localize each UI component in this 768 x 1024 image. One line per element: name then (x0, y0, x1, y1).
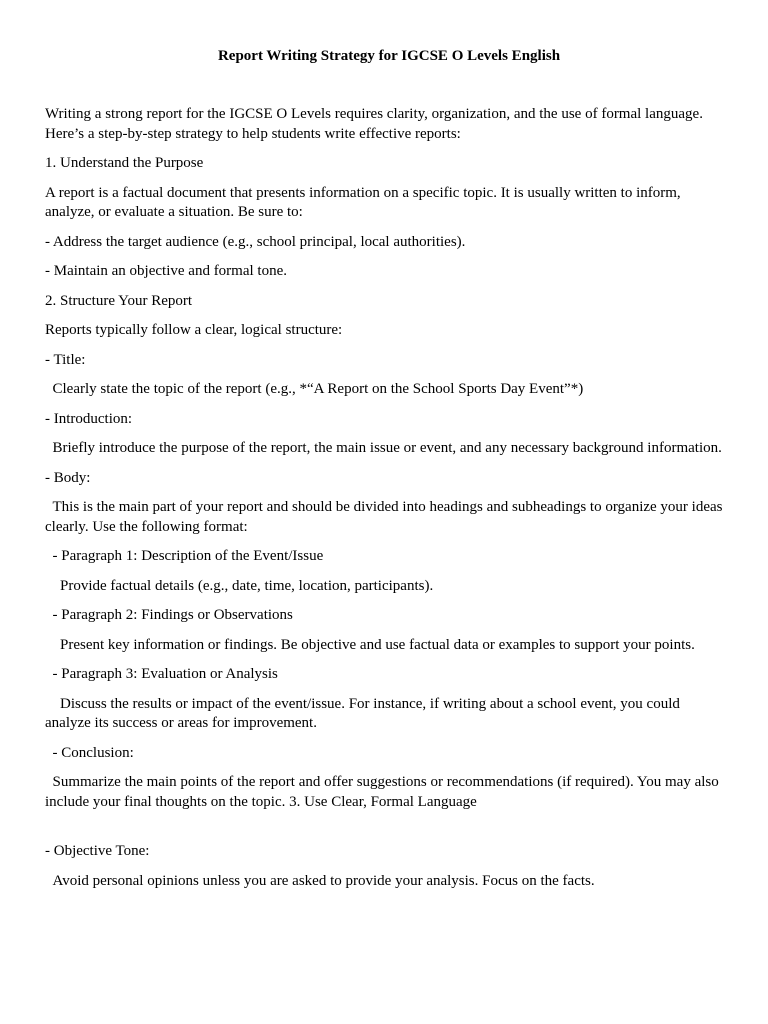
sub-item-paragraph-1-label: - Paragraph 1: Description of the Event/Issue (45, 548, 324, 564)
item-objective-tone-label: - Objective Tone: (45, 843, 150, 859)
sub-item-conclusion-text: Summarize the main points of the report and offer suggestions or recommendations (if required). You may also include your final thoughts on the topic. 3. Use Clear, Formal Language (45, 774, 723, 810)
bullet-audience: - Address the target audience (e.g., school principal, local authorities). (45, 233, 466, 250)
section-heading-structure: 2. Structure Your Report (45, 292, 193, 309)
item-title-label: - Title: (45, 351, 86, 368)
sub-item-paragraph-2-text: Present key information or findings. Be objective and use factual data or examples to support your points. (45, 636, 695, 653)
sub-item-paragraph-3-label: - Paragraph 3: Evaluation or Analysis (45, 666, 278, 682)
section-heading-purpose: 1. Understand the Purpose (45, 155, 204, 171)
structure-paragraph: Reports typically follow a clear, logical structure: (45, 322, 343, 338)
intro-paragraph: Writing a strong report for the IGCSE O Levels requires clarity, organization, and the use of formal language. Here’s a step-by-step strategy to help students write effective reports: (45, 106, 707, 142)
document-page (45, 46, 725, 901)
document-title: Report Writing Strategy for IGCSE O Levels English (217, 48, 561, 64)
item-title-text: Clearly state the topic of the report (e.g., *“A Report on the School Sports Day Event”*) (45, 381, 584, 397)
sub-item-conclusion-label: - Conclusion: (45, 744, 134, 761)
item-body-text: This is the main part of your report and should be divided into headings and subheadings to organize your ideas clearly. Use the following format: (45, 499, 727, 535)
item-introduction-text: Briefly introduce the purpose of the report, the main issue or event, and any necessary background information. (45, 440, 722, 456)
sub-item-paragraph-2-label: - Paragraph 2: Findings or Observations (45, 607, 293, 623)
sub-item-paragraph-3-text: Discuss the results or impact of the event/issue. For instance, if writing about a school event, you could analyze its success or areas for improvement. (45, 695, 684, 731)
purpose-paragraph: A report is a factual document that presents information on a specific topic. It is usually written to inform, analyze, or evaluate a situation. Be sure to: (45, 184, 685, 220)
item-objective-tone-text: Avoid personal opinions unless you are asked to provide your analysis. Focus on the facts. (45, 872, 595, 889)
item-introduction-label: - Introduction: (45, 410, 133, 427)
item-body-label: - Body: (45, 469, 91, 486)
sub-item-paragraph-1-text: Provide factual details (e.g., date, time, location, participants). (45, 577, 434, 594)
bullet-tone: - Maintain an objective and formal tone. (45, 263, 287, 279)
